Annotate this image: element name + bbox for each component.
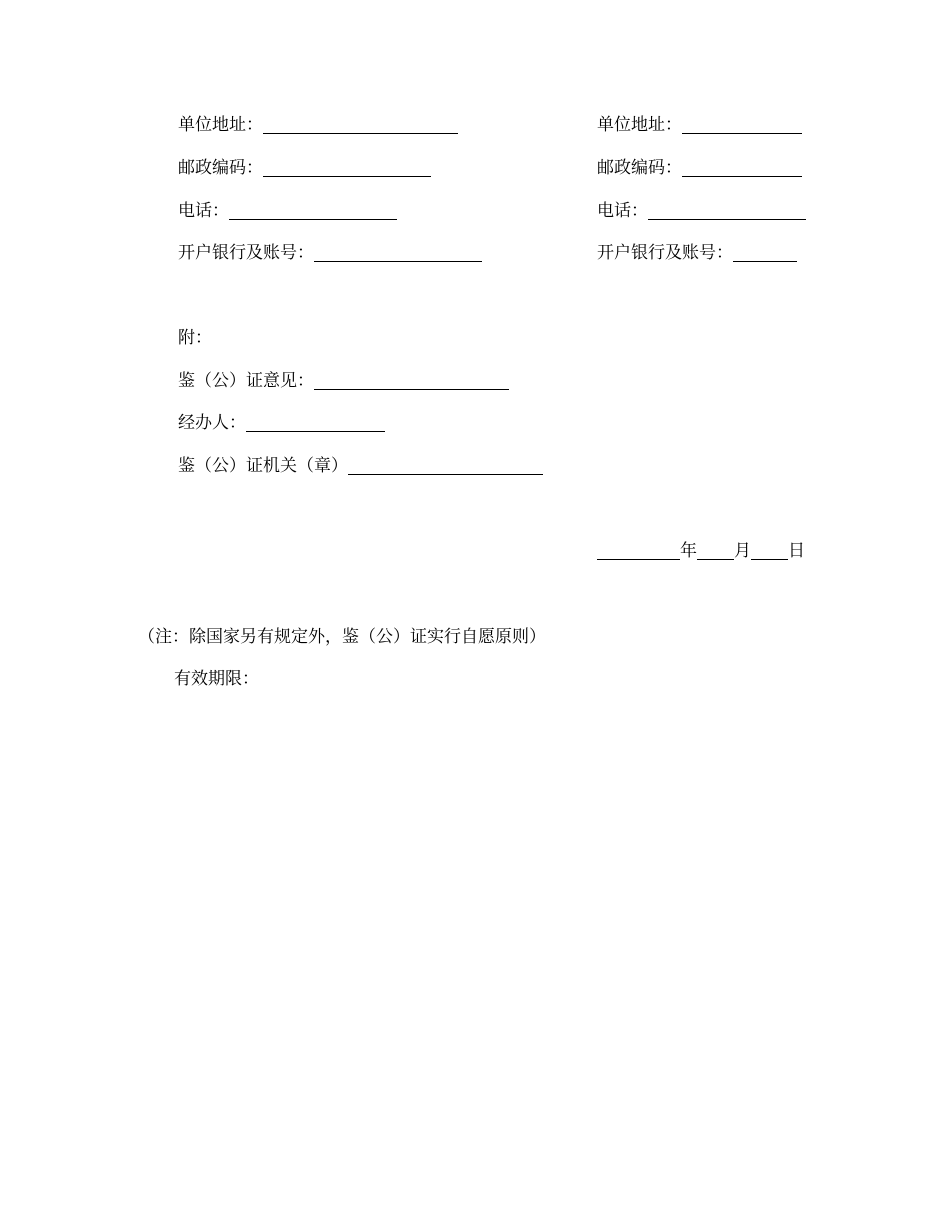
authority-row: [178, 455, 543, 477]
left-address-label: 单位地址：: [178, 115, 263, 135]
opinion-row: [178, 370, 509, 392]
left-phone-label: 电话：: [178, 201, 229, 221]
left-phone-row: [178, 200, 397, 222]
right-postcode-blank[interactable]: [682, 158, 802, 177]
validity-label: 有效期限：: [174, 669, 259, 689]
authority-label: 鉴（公）证机关（章）: [178, 456, 348, 476]
right-postcode-row: [597, 157, 802, 179]
right-phone-label: 电话：: [597, 201, 648, 221]
day-label: 日: [788, 541, 805, 561]
year-blank[interactable]: [597, 541, 680, 560]
day-blank[interactable]: [751, 541, 788, 560]
right-address-row: [597, 114, 802, 136]
right-bank-blank[interactable]: [733, 243, 797, 262]
right-bank-row: [597, 242, 797, 264]
month-blank[interactable]: [697, 541, 734, 560]
left-address-row: [178, 114, 458, 136]
validity-row: [174, 668, 259, 690]
note-text: （注：除国家另有规定外，鉴（公）证实行自愿原则）: [138, 627, 546, 647]
authority-blank[interactable]: [348, 456, 543, 475]
right-postcode-label: 邮政编码：: [597, 158, 682, 178]
right-address-blank[interactable]: [682, 115, 802, 134]
note-row: [138, 626, 546, 648]
left-phone-blank[interactable]: [229, 201, 397, 220]
left-postcode-label: 邮政编码：: [178, 158, 263, 178]
handler-row: [178, 412, 385, 434]
right-phone-blank[interactable]: [648, 201, 806, 220]
left-bank-row: [178, 242, 482, 264]
opinion-blank[interactable]: [314, 371, 509, 390]
right-address-label: 单位地址：: [597, 115, 682, 135]
appendix-title: 附：: [178, 328, 212, 348]
right-phone-row: [597, 200, 806, 222]
left-address-blank[interactable]: [263, 115, 458, 134]
opinion-label: 鉴（公）证意见：: [178, 371, 314, 391]
left-bank-blank[interactable]: [314, 243, 482, 262]
left-postcode-blank[interactable]: [263, 158, 431, 177]
appendix-title-row: [178, 327, 212, 349]
year-label: 年: [680, 541, 697, 561]
left-postcode-row: [178, 157, 431, 179]
left-bank-label: 开户银行及账号：: [178, 243, 314, 263]
date-row: [597, 540, 805, 562]
month-label: 月: [734, 541, 751, 561]
handler-label: 经办人：: [178, 413, 246, 433]
handler-blank[interactable]: [246, 413, 385, 432]
right-bank-label: 开户银行及账号：: [597, 243, 733, 263]
